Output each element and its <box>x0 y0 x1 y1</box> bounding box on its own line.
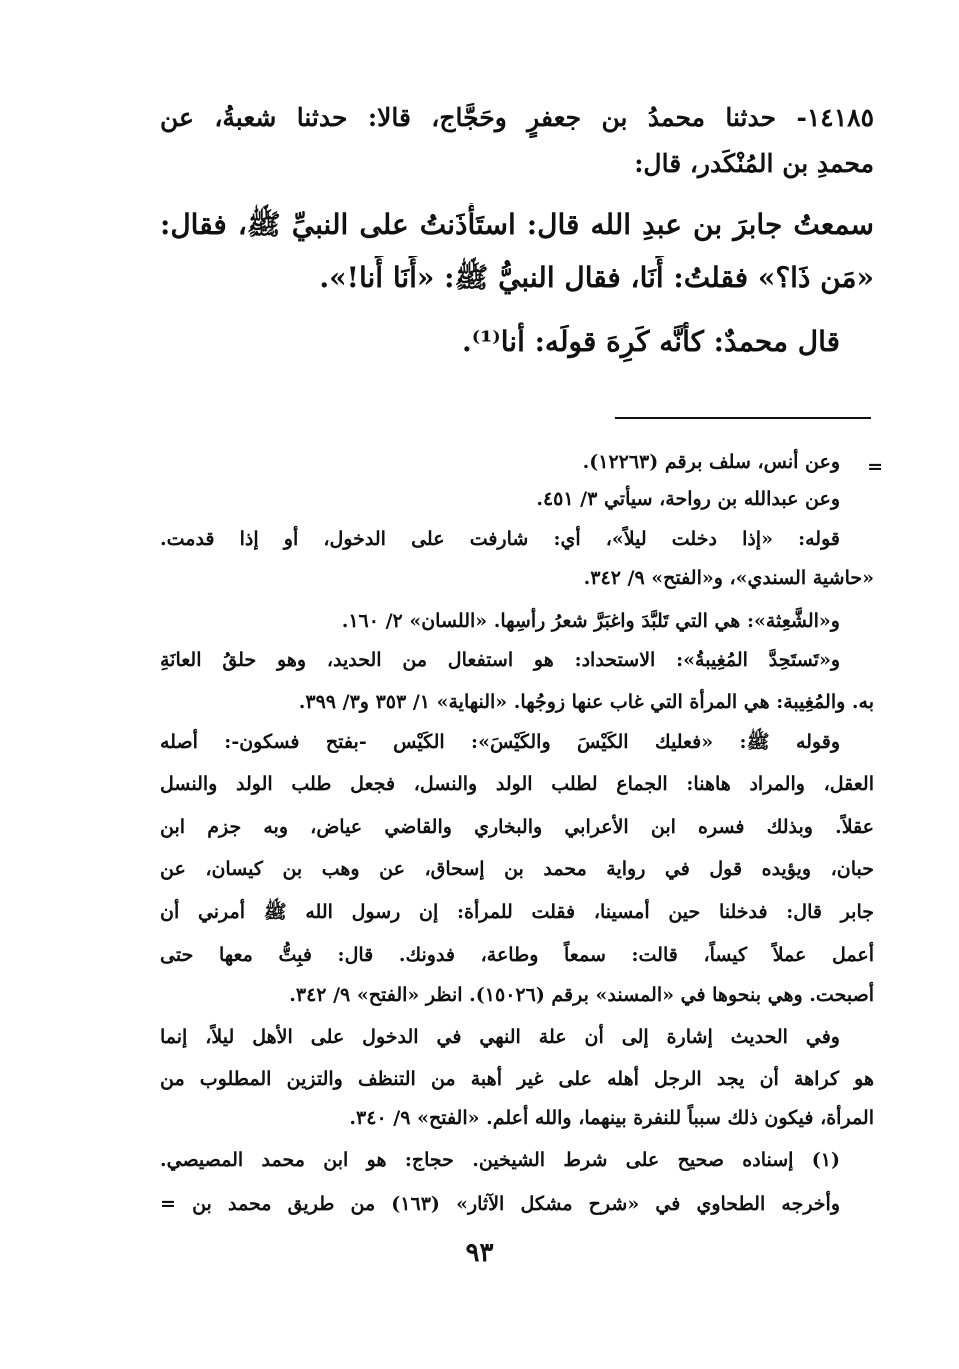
hadith-comment-line: قال محمدٌ: كأنَّه كَرِهَ قولَه: أنا⁽¹⁾. <box>462 325 840 358</box>
footnote-line: العقل، والمراد هاهنا: الجماع لطلب الولد والنسل، فجعل طلب الولد والنسل <box>160 773 874 795</box>
footnote-line: المرأة، فيكون ذلك سبباً للنفرة بينهما، والله أعلم. «الفتح» ٩/ ٣٤٠. <box>349 1107 874 1129</box>
hadith-isnad-line-2: محمدِ بن المُنْكَدر، قال: <box>634 149 874 178</box>
footnote-line: و«الشَّعِثة»: هي التي تَلبَّدَ واغبَرَّ شعرُ رأسِها. «اللسان» ٢/ ١٦٠. <box>341 610 840 632</box>
hadith-isnad-line-1: ١٤١٨٥- حدثنا محمدُ بن جعفرٍ وحَجَّاج، قالا: حدثنا شعبةُ، عن <box>160 103 874 132</box>
page-number: ٩٣ <box>465 1238 494 1268</box>
footnote-line: وفي الحديث إشارة إلى أن علة النهي في الدخول على الأهل ليلاً، إنما <box>160 1026 840 1048</box>
footnote-line: وقوله ﷺ: «فعليك الكَيْسَ والكَيْسَ»: الكَيْس -بفتح فسكون-: أصله <box>160 731 840 753</box>
footnote-line: و«تَستَحِدَّ المُغِيبةُ»: الاستحداد: هو استفعال من الحديد، وهو حلقُ العانَةِ <box>160 649 840 671</box>
footnote-line: وعن أنس، سلف برقم (١٢٢٦٣). <box>582 451 840 473</box>
footnote-line: (١) إسناده صحيح على شرط الشيخين. حجاج: هو ابن محمد المصيصي. <box>160 1149 840 1171</box>
footnote-line: أعمل عملاً كيساً، قالت: سمعاً وطاعة، فدونك. قال: فبِتُّ معها حتى <box>160 944 874 966</box>
footnote-line: جابر قال: فدخلنا حين أمسينا، فقلت للمرأة: إن رسول الله ﷺ أمرني أن <box>160 901 874 923</box>
footnote-line: به. والمُغِيبة: هي المرأة التي غاب عنها زوجُها. «النهاية» ١/ ٣٥٣ و٣/ ٣٩٩. <box>298 691 874 713</box>
footnote-continuation-marker: = <box>867 456 883 478</box>
footnote-line: قوله: «إذا دخلت ليلاً»، أي: شارفت على الدخول، أو إذا قدمت. <box>160 528 840 550</box>
footnote-line: وأخرجه الطحاوي في «شرح مشكل الآثار» (١٦٣) من طريق محمد بن = <box>160 1193 841 1215</box>
footnote-line: حبان، ويؤيده قول في رواية محمد بن إسحاق، عن وهب بن كيسان، عن <box>160 858 874 880</box>
footnote-separator <box>615 417 871 419</box>
footnote-line: هو كراهة أن يجد الرجل أهله على غير أهبة من التنظف والتزين المطلوب من <box>160 1068 874 1090</box>
footnote-line: أصبحت. وهي بنحوها في «المسند» برقم (١٥٠٢٦). انظر «الفتح» ٩/ ٣٤٢. <box>289 984 874 1006</box>
hadith-matn-line-1: سمعتُ جابرَ بن عبدِ الله قال: استَأْذَنتُ على النبيِّ ﷺ، فقال: <box>160 208 874 241</box>
footnote-line: وعن عبدالله بن رواحة، سيأتي ٣/ ٤٥١. <box>536 488 840 510</box>
footnote-line: «حاشية السندي»، و«الفتح» ٩/ ٣٤٢. <box>583 567 874 589</box>
footnote-line: عقلاً. وبذلك فسره ابن الأعرابي والبخاري والقاضي عياض، وبه جزم ابن <box>160 816 874 838</box>
hadith-matn-line-2: «مَن ذَا؟» فقلتُ: أَنَا، فقال النبيُّ ﷺ: «أَنَا أَنا!». <box>319 261 874 294</box>
